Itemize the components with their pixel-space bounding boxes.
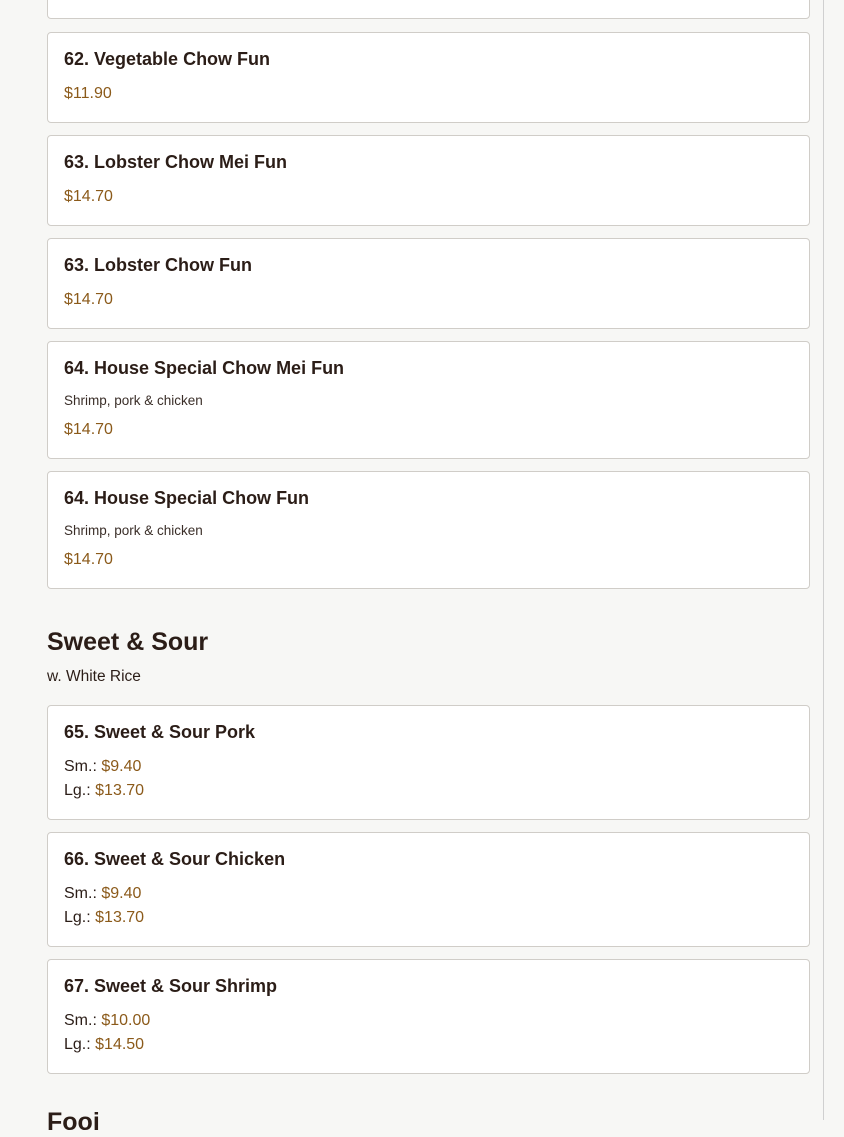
large-price-line bbox=[64, 782, 144, 800]
large-price-line bbox=[64, 1036, 144, 1054]
small-label: Sm.: bbox=[64, 885, 97, 902]
item-price: $14.70 bbox=[64, 188, 113, 205]
item-price: $14.70 bbox=[64, 291, 113, 308]
small-price: $9.40 bbox=[101, 885, 142, 902]
item-name: 64. House Special Chow Fun bbox=[64, 488, 310, 508]
menu-item-card-partial[interactable] bbox=[47, 0, 810, 19]
item-name: 66. Sweet & Sour Chicken bbox=[64, 849, 286, 869]
menu-item-card[interactable] bbox=[47, 471, 810, 589]
item-name: 62. Vegetable Chow Fun bbox=[64, 49, 271, 69]
large-label: Lg.: bbox=[64, 1036, 91, 1053]
small-price-line bbox=[64, 758, 141, 776]
large-price-line bbox=[64, 909, 144, 927]
page-divider bbox=[823, 0, 824, 1120]
section-subtitle: w. White Rice bbox=[47, 668, 141, 685]
menu-item-card[interactable] bbox=[47, 959, 810, 1074]
item-name: 67. Sweet & Sour Shrimp bbox=[64, 976, 278, 996]
large-price: $13.70 bbox=[95, 782, 145, 799]
large-price: $14.50 bbox=[95, 1036, 145, 1053]
small-price-line bbox=[64, 885, 141, 903]
menu-item-card[interactable] bbox=[47, 135, 810, 226]
section-title: Sweet & Sour bbox=[47, 628, 209, 656]
menu-item-card[interactable] bbox=[47, 705, 810, 820]
large-label: Lg.: bbox=[64, 909, 91, 926]
item-name: 63. Lobster Chow Mei Fun bbox=[64, 152, 288, 172]
menu-item-card[interactable] bbox=[47, 238, 810, 329]
item-price: $14.70 bbox=[64, 421, 113, 438]
item-price: $14.70 bbox=[64, 551, 113, 568]
menu-item-card[interactable] bbox=[47, 32, 810, 123]
small-label: Sm.: bbox=[64, 758, 97, 775]
small-label: Sm.: bbox=[64, 1012, 97, 1029]
item-description: Shrimp, pork & chicken bbox=[64, 523, 203, 538]
small-price: $10.00 bbox=[101, 1012, 151, 1029]
item-name: 63. Lobster Chow Fun bbox=[64, 255, 253, 275]
next-section-title: Fooi bbox=[47, 1108, 100, 1136]
item-description: Shrimp, pork & chicken bbox=[64, 393, 203, 408]
item-name: 65. Sweet & Sour Pork bbox=[64, 722, 256, 742]
large-label: Lg.: bbox=[64, 782, 91, 799]
item-name: 64. House Special Chow Mei Fun bbox=[64, 358, 345, 378]
menu-item-card[interactable] bbox=[47, 341, 810, 459]
small-price-line bbox=[64, 1012, 150, 1030]
large-price: $13.70 bbox=[95, 909, 145, 926]
item-price: $11.90 bbox=[64, 85, 112, 102]
menu-item-card[interactable] bbox=[47, 832, 810, 947]
small-price: $9.40 bbox=[101, 758, 142, 775]
